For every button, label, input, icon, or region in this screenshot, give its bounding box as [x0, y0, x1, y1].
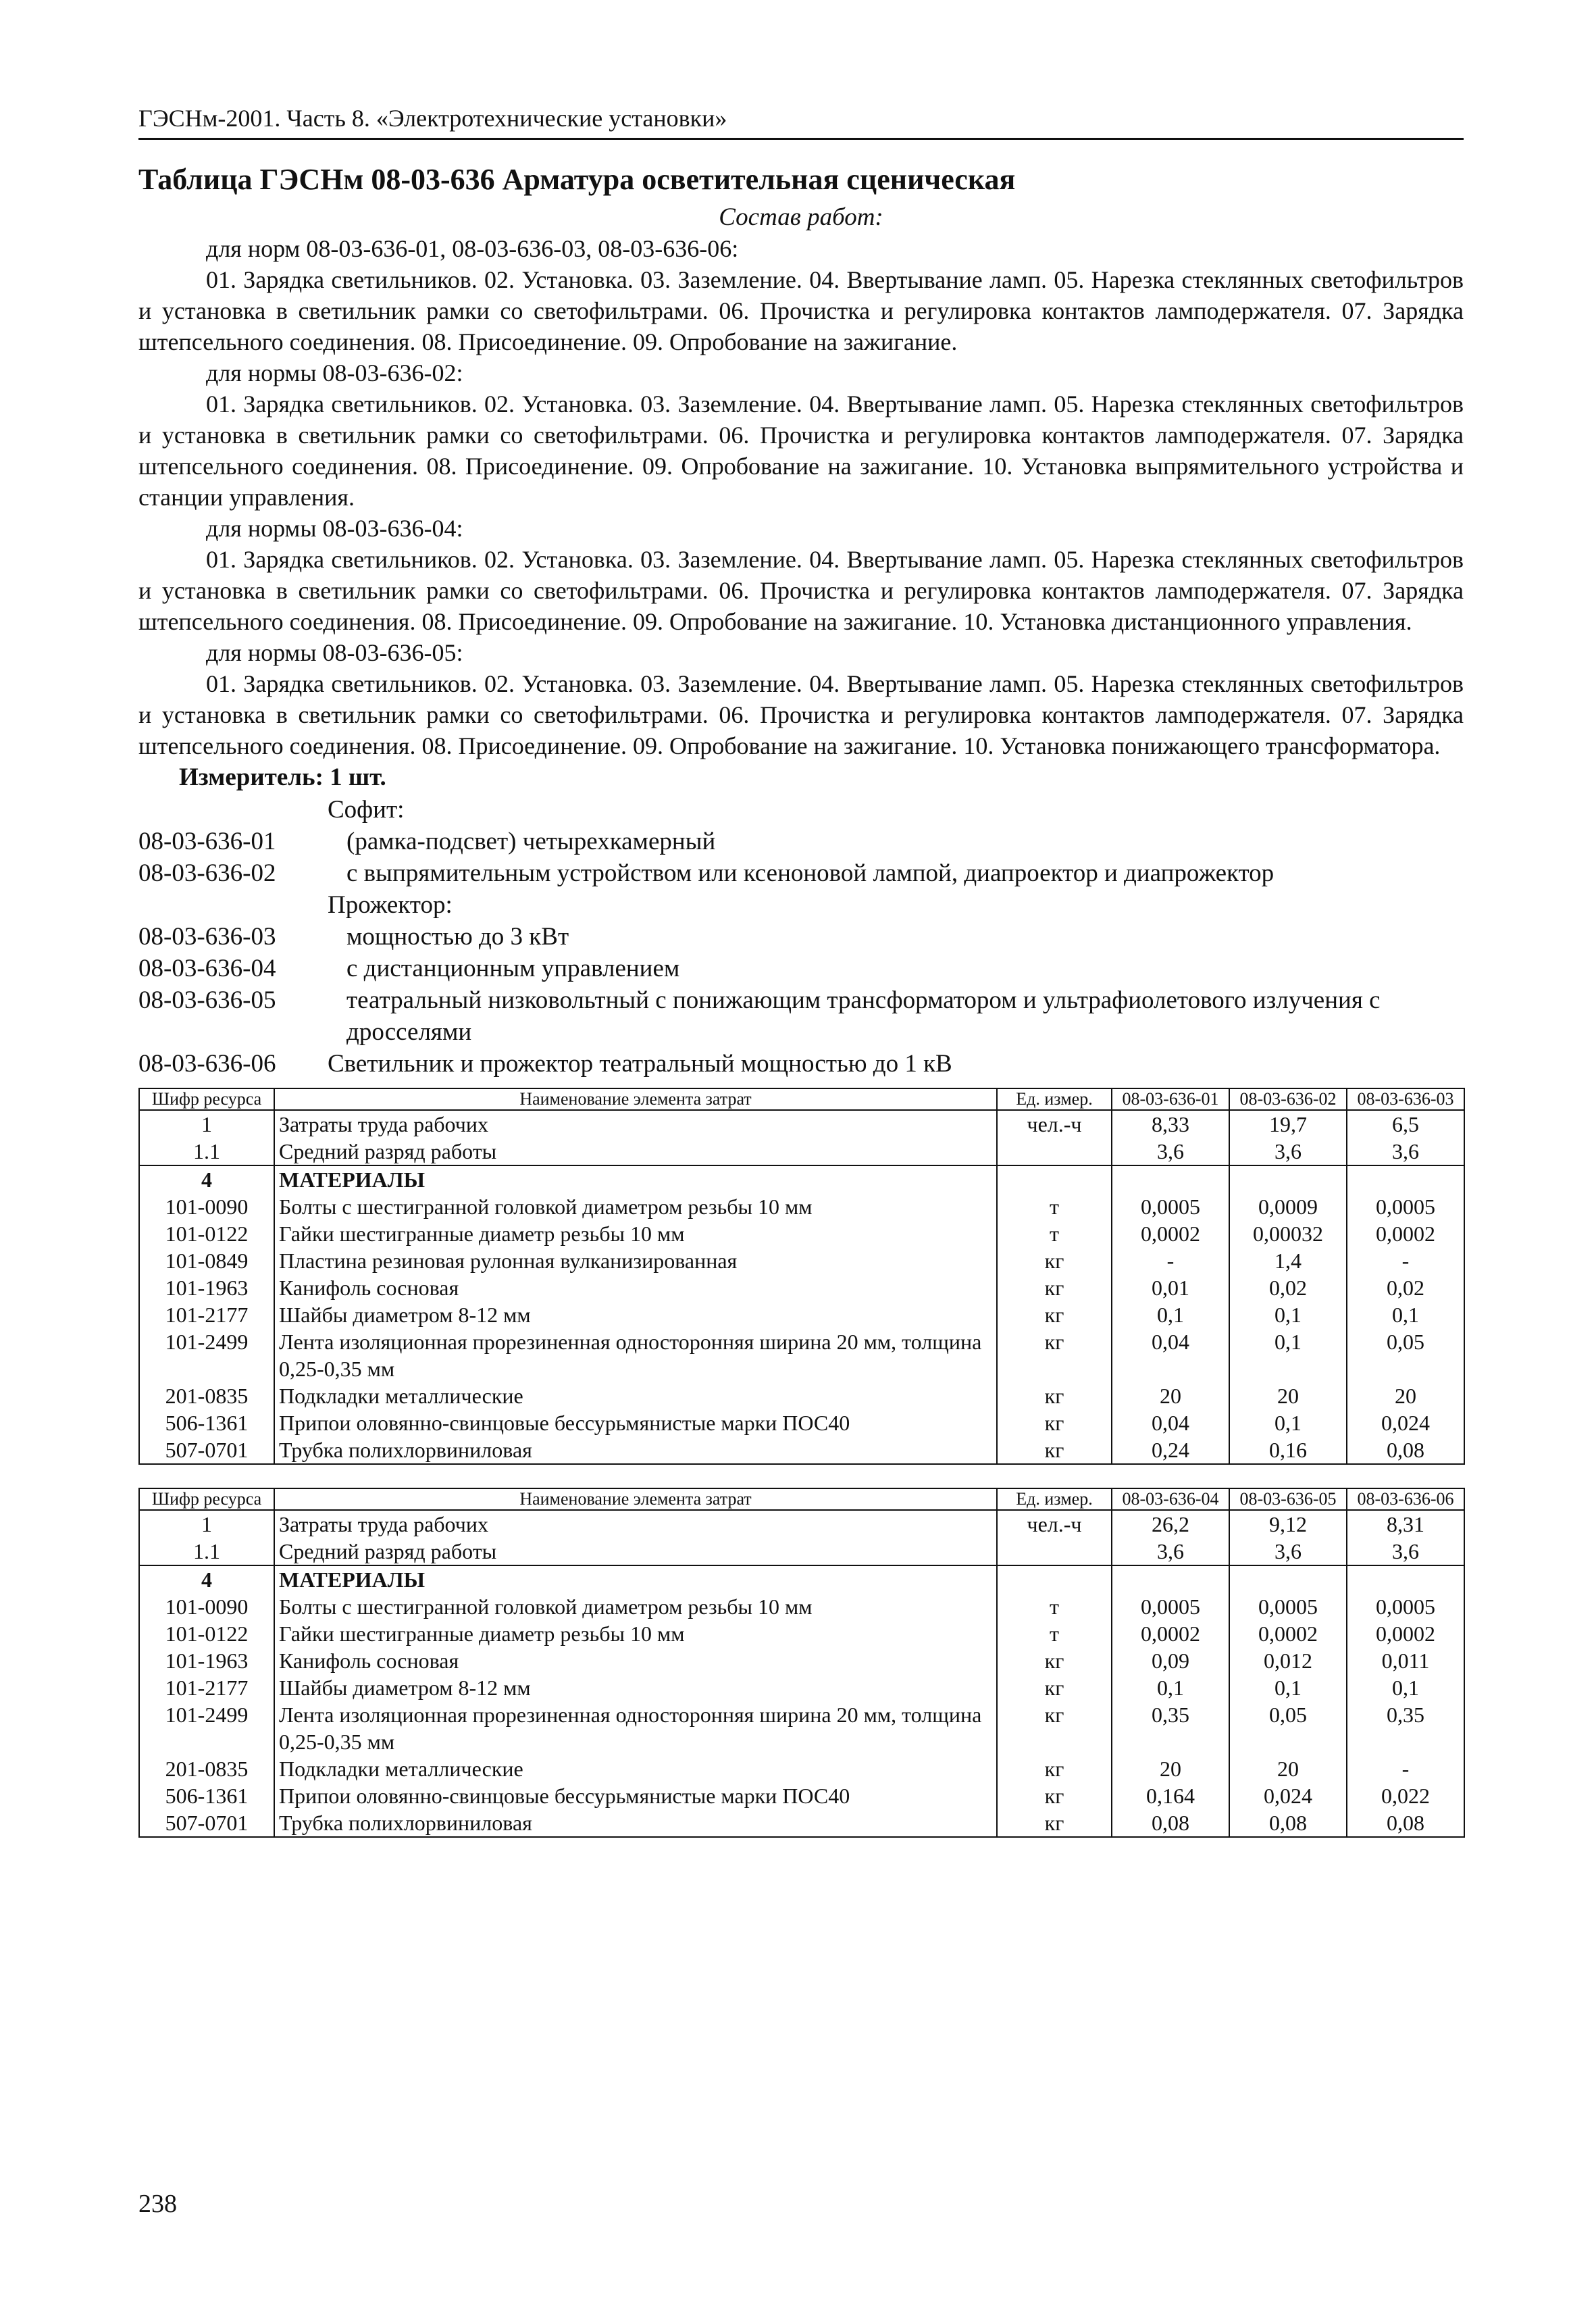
norm-code: 08-03-636-02 [138, 859, 276, 887]
work-group-text: 01. Зарядка светильников. 02. Установка. 03. Заземление. 04. Ввертывание ламп. 05. Нарезка стеклянных светофильтров и установка в светильник рамки со светофильтрами. 06. Прочистка и регулировка контактов ламподержателя. 07. Зарядка штепсельного соединения. 08. Присоединение. 09. Опробование на зажигание. 10. Установка дистанционного управления. [138, 546, 1464, 635]
resource-code-cell: 101-2177 [139, 1301, 274, 1328]
resource-code-cell: 507-0701 [139, 1436, 274, 1464]
header-norm-column: 08-03-636-04 [1112, 1488, 1229, 1510]
header-norm-column: 08-03-636-06 [1347, 1488, 1464, 1510]
norm-value-cell: 0,08 [1229, 1809, 1347, 1837]
unit-cell [997, 1538, 1112, 1565]
norm-value-cell: 3,6 [1229, 1138, 1347, 1165]
cost-element-cell: Затраты труда рабочих [274, 1510, 997, 1538]
cost-element-cell: Трубка полихлорвиниловая [274, 1436, 997, 1464]
measure-unit: Измеритель: 1 шт. [179, 763, 386, 791]
norm-description: с дистанционным управлением [346, 955, 680, 982]
table-title: Таблица ГЭСНм 08-03-636 Арматура осветительная сценическая [138, 163, 1016, 196]
norm-value-cell [1347, 1165, 1464, 1193]
page-number: 238 [138, 2190, 177, 2218]
unit-cell: т [997, 1220, 1112, 1247]
cost-element-cell: Шайбы диаметром 8-12 мм [274, 1674, 997, 1701]
table-row [139, 1436, 1464, 1464]
norm-value-cell: 0,011 [1347, 1647, 1464, 1674]
resource-code-cell: 1.1 [139, 1138, 274, 1165]
norm-value-cell: 0,24 [1112, 1436, 1229, 1464]
norm-code: 08-03-636-01 [138, 828, 276, 855]
norm-value-cell: 0,1 [1229, 1328, 1347, 1382]
norm-value-cell [1112, 1565, 1229, 1593]
norm-value-cell: 0,0002 [1347, 1620, 1464, 1647]
norm-description: с выпрямительным устройством или ксеноновой лампой, диапроектор и диапрожектор [346, 859, 1275, 887]
resource-code-cell: 1.1 [139, 1538, 274, 1565]
resource-code-cell: 1 [139, 1110, 274, 1138]
work-group-intro: для нормы 08-03-636-02: [206, 359, 463, 386]
unit-cell: кг [997, 1274, 1112, 1301]
cost-element-cell: Подкладки металлические [274, 1755, 997, 1782]
work-group-text: 01. Зарядка светильников. 02. Установка. 03. Заземление. 04. Ввертывание ламп. 05. Нарезка стеклянных светофильтров и установка в светильник рамки со светофильтрами. 06. Прочистка и регулировка контактов ламподержателя. 07. Зарядка штепсельного соединения. 08. Присоединение. 09. Опробование на зажигание. 10. Установка понижающего трансформатора. [138, 670, 1464, 759]
code-group-label: Прожектор: [328, 891, 453, 919]
norm-description: мощностью до 3 кВт [346, 923, 569, 951]
unit-cell: т [997, 1593, 1112, 1620]
norm-value-cell: - [1347, 1755, 1464, 1782]
unit-cell: кг [997, 1328, 1112, 1382]
table-row [139, 1647, 1464, 1674]
norm-value-cell [1112, 1165, 1229, 1193]
header-norm-column: 08-03-636-03 [1347, 1088, 1464, 1110]
unit-cell: кг [997, 1409, 1112, 1436]
norm-code: 08-03-636-03 [138, 923, 276, 951]
norm-value-cell: 0,08 [1347, 1436, 1464, 1464]
resource-code-cell: 101-0122 [139, 1620, 274, 1647]
resource-code-cell: 507-0701 [139, 1809, 274, 1837]
resource-code-cell: 101-1963 [139, 1647, 274, 1674]
header-resource-code: Шифр ресурса [139, 1088, 274, 1110]
cost-element-cell: Средний разряд работы [274, 1538, 997, 1565]
cost-element-cell: Канифоль сосновая [274, 1647, 997, 1674]
table-row [139, 1110, 1464, 1138]
unit-cell: кг [997, 1809, 1112, 1837]
norm-value-cell: 0,04 [1112, 1409, 1229, 1436]
table-row [139, 1301, 1464, 1328]
table-row [139, 1565, 1464, 1593]
table-row [139, 1620, 1464, 1647]
norm-value-cell: 0,012 [1229, 1647, 1347, 1674]
norm-value-cell: 20 [1229, 1755, 1347, 1782]
code-row [138, 921, 1464, 953]
norm-value-cell: 9,12 [1229, 1510, 1347, 1538]
norm-value-cell: 0,0005 [1229, 1593, 1347, 1620]
cost-element-cell: МАТЕРИАЛЫ [274, 1565, 997, 1593]
norm-value-cell: 19,7 [1229, 1110, 1347, 1138]
table-row [139, 1328, 1464, 1382]
header-unit: Ед. измер. [997, 1488, 1112, 1510]
resource-code-cell: 101-2177 [139, 1674, 274, 1701]
unit-cell: кг [997, 1782, 1112, 1809]
norm-value-cell: 20 [1112, 1382, 1229, 1409]
norm-codes-list [138, 794, 1464, 1080]
unit-cell: чел.-ч [997, 1510, 1112, 1538]
unit-cell: кг [997, 1701, 1112, 1755]
code-row [138, 984, 1464, 1048]
norm-value-cell [1229, 1165, 1347, 1193]
norm-value-cell: 0,04 [1112, 1328, 1229, 1382]
table-row [139, 1220, 1464, 1247]
cost-element-cell: Пластина резиновая рулонная вулканизированная [274, 1247, 997, 1274]
norm-value-cell: 0,16 [1229, 1436, 1347, 1464]
header-resource-code: Шифр ресурса [139, 1488, 274, 1510]
norm-value-cell: 0,05 [1229, 1701, 1347, 1755]
unit-cell [997, 1165, 1112, 1193]
norm-value-cell: 0,35 [1112, 1701, 1229, 1755]
unit-cell [997, 1138, 1112, 1165]
norm-value-cell: 8,31 [1347, 1510, 1464, 1538]
resource-code-cell: 201-0835 [139, 1382, 274, 1409]
cost-element-cell: Гайки шестигранные диаметр резьбы 10 мм [274, 1220, 997, 1247]
norm-value-cell: 0,0005 [1112, 1193, 1229, 1220]
unit-cell: кг [997, 1755, 1112, 1782]
code-row [138, 857, 1464, 889]
norm-code: 08-03-636-04 [138, 955, 276, 982]
norm-value-cell: 0,0002 [1112, 1620, 1229, 1647]
norm-value-cell: 6,5 [1347, 1110, 1464, 1138]
cost-table-2 [138, 1488, 1465, 1838]
table-row [139, 1701, 1464, 1755]
code-row [138, 1048, 1464, 1080]
table-row [139, 1138, 1464, 1165]
running-header: ГЭСНм-2001. Часть 8. «Электротехнические установки» [138, 101, 1464, 140]
resource-code-cell: 101-1963 [139, 1274, 274, 1301]
norm-value-cell: 0,02 [1347, 1274, 1464, 1301]
table-row [139, 1409, 1464, 1436]
code-row [138, 826, 1464, 857]
unit-cell: кг [997, 1382, 1112, 1409]
resource-code-cell: 101-0122 [139, 1220, 274, 1247]
norm-value-cell: 0,00032 [1229, 1220, 1347, 1247]
table-row [139, 1674, 1464, 1701]
norm-value-cell: 0,02 [1229, 1274, 1347, 1301]
norm-value-cell: 0,1 [1229, 1409, 1347, 1436]
norm-value-cell: 0,0005 [1112, 1593, 1229, 1620]
norm-value-cell: 3,6 [1112, 1138, 1229, 1165]
norm-code: 08-03-636-06 [138, 1050, 276, 1078]
norm-value-cell: 20 [1112, 1755, 1229, 1782]
norm-value-cell: 3,6 [1229, 1538, 1347, 1565]
table-row [139, 1593, 1464, 1620]
header-norm-column: 08-03-636-02 [1229, 1088, 1347, 1110]
cost-element-cell: Болты с шестигранной головкой диаметром резьбы 10 мм [274, 1593, 997, 1620]
unit-cell: кг [997, 1647, 1112, 1674]
table-row [139, 1247, 1464, 1274]
norm-value-cell: 0,0002 [1229, 1620, 1347, 1647]
code-group-row [138, 889, 1464, 921]
cost-element-cell: Припои оловянно-свинцовые бессурьмянистые марки ПОС40 [274, 1782, 997, 1809]
resource-code-cell: 4 [139, 1165, 274, 1193]
resource-code-cell: 101-2499 [139, 1701, 274, 1755]
norm-value-cell: - [1347, 1247, 1464, 1274]
table-row [139, 1165, 1464, 1193]
norm-value-cell: 0,1 [1229, 1674, 1347, 1701]
code-row [138, 953, 1464, 984]
norm-value-cell: 20 [1229, 1382, 1347, 1409]
norm-value-cell: 20 [1347, 1382, 1464, 1409]
norm-description: Светильник и прожектор театральный мощностью до 1 кВ [328, 1050, 952, 1078]
header-norm-column: 08-03-636-05 [1229, 1488, 1347, 1510]
cost-element-cell: Шайбы диаметром 8-12 мм [274, 1301, 997, 1328]
table-row [139, 1538, 1464, 1565]
unit-cell: т [997, 1620, 1112, 1647]
table-row [139, 1809, 1464, 1837]
work-group-intro: для норм 08-03-636-01, 08-03-636-03, 08-03-636-06: [206, 235, 739, 262]
work-group-intro: для нормы 08-03-636-05: [206, 639, 463, 666]
norm-value-cell: - [1112, 1247, 1229, 1274]
norm-value-cell: 8,33 [1112, 1110, 1229, 1138]
norm-value-cell: 0,0005 [1347, 1193, 1464, 1220]
norm-value-cell: 0,35 [1347, 1701, 1464, 1755]
resource-code-cell: 101-0849 [139, 1247, 274, 1274]
page [138, 101, 1464, 1838]
cost-element-cell: МАТЕРИАЛЫ [274, 1165, 997, 1193]
work-group-intro: для нормы 08-03-636-04: [206, 515, 463, 542]
cost-element-cell: Трубка полихлорвиниловая [274, 1809, 997, 1837]
resource-code-cell: 506-1361 [139, 1782, 274, 1809]
resource-code-cell: 101-2499 [139, 1328, 274, 1382]
cost-element-cell: Припои оловянно-свинцовые бессурьмянистые марки ПОС40 [274, 1409, 997, 1436]
resource-code-cell: 1 [139, 1510, 274, 1538]
norm-value-cell: 0,0009 [1229, 1193, 1347, 1220]
table-row [139, 1510, 1464, 1538]
norm-value-cell: 0,08 [1347, 1809, 1464, 1837]
unit-cell: т [997, 1193, 1112, 1220]
cost-element-cell: Затраты труда рабочих [274, 1110, 997, 1138]
norm-value-cell: 0,022 [1347, 1782, 1464, 1809]
norm-value-cell: 0,024 [1347, 1409, 1464, 1436]
norm-value-cell: 0,1 [1112, 1674, 1229, 1701]
norm-value-cell: 0,0005 [1347, 1593, 1464, 1620]
table-row [139, 1782, 1464, 1809]
norm-value-cell: 1,4 [1229, 1247, 1347, 1274]
work-composition [138, 233, 1464, 761]
header-unit: Ед. измер. [997, 1088, 1112, 1110]
cost-element-cell: Канифоль сосновая [274, 1274, 997, 1301]
header-norm-column: 08-03-636-01 [1112, 1088, 1229, 1110]
norm-code: 08-03-636-05 [138, 986, 276, 1014]
unit-cell: кг [997, 1674, 1112, 1701]
cost-element-cell: Гайки шестигранные диаметр резьбы 10 мм [274, 1620, 997, 1647]
resource-code-cell: 101-0090 [139, 1193, 274, 1220]
norm-value-cell: 0,1 [1229, 1301, 1347, 1328]
header-cost-element: Наименование элемента затрат [274, 1488, 997, 1510]
norm-value-cell: 0,1 [1112, 1301, 1229, 1328]
code-group-label: Софит: [328, 796, 405, 824]
norm-value-cell: 3,6 [1347, 1538, 1464, 1565]
cost-element-cell: Болты с шестигранной головкой диаметром резьбы 10 мм [274, 1193, 997, 1220]
resource-code-cell: 4 [139, 1565, 274, 1593]
table-row [139, 1755, 1464, 1782]
work-group-text: 01. Зарядка светильников. 02. Установка. 03. Заземление. 04. Ввертывание ламп. 05. Нарезка стеклянных светофильтров и установка в светильник рамки со светофильтрами. 06. Прочистка и регулировка контактов ламподержателя. 07. Зарядка штепсельного соединения. 08. Присоединение. 09. Опробование на зажигание. 10. Установка выпрямительного устройства и станции управления. [138, 391, 1464, 511]
unit-cell [997, 1565, 1112, 1593]
norm-value-cell: 0,08 [1112, 1809, 1229, 1837]
table-row [139, 1382, 1464, 1409]
cost-table-1 [138, 1088, 1465, 1465]
header-cost-element: Наименование элемента затрат [274, 1088, 997, 1110]
norm-description: (рамка-подсвет) четырехкамерный [346, 828, 716, 855]
cost-element-cell: Лента изоляционная прорезиненная односторонняя ширина 20 мм, толщина 0,25-0,35 мм [274, 1328, 997, 1382]
norm-value-cell: 0,05 [1347, 1328, 1464, 1382]
resource-code-cell: 101-0090 [139, 1593, 274, 1620]
cost-element-cell: Лента изоляционная прорезиненная односторонняя ширина 20 мм, толщина 0,25-0,35 мм [274, 1701, 997, 1755]
norm-value-cell: 0,0002 [1112, 1220, 1229, 1247]
norm-value-cell: 3,6 [1112, 1538, 1229, 1565]
unit-cell: кг [997, 1301, 1112, 1328]
norm-value-cell: 0,09 [1112, 1647, 1229, 1674]
work-group-text: 01. Зарядка светильников. 02. Установка. 03. Заземление. 04. Ввертывание ламп. 05. Нарезка стеклянных светофильтров и установка в светильник рамки со светофильтрами. 06. Прочистка и регулировка контактов ламподержателя. 07. Зарядка штепсельного соединения. 08. Присоединение. 09. Опробование на зажигание. [138, 266, 1464, 355]
work-composition-heading: Состав работ: [719, 203, 883, 231]
norm-value-cell: 0,024 [1229, 1782, 1347, 1809]
norm-description: театральный низковольтный с понижающим трансформатором и ультрафиолетового излучения с дросселями [346, 986, 1381, 1046]
norm-value-cell [1229, 1565, 1347, 1593]
norm-value-cell: 0,1 [1347, 1301, 1464, 1328]
norm-value-cell [1347, 1565, 1464, 1593]
norm-value-cell: 0,1 [1347, 1674, 1464, 1701]
norm-value-cell: 0,164 [1112, 1782, 1229, 1809]
norm-value-cell: 0,01 [1112, 1274, 1229, 1301]
resource-code-cell: 506-1361 [139, 1409, 274, 1436]
unit-cell: кг [997, 1436, 1112, 1464]
table-row [139, 1274, 1464, 1301]
code-group-row [138, 794, 1464, 826]
norm-value-cell: 0,0002 [1347, 1220, 1464, 1247]
cost-element-cell: Средний разряд работы [274, 1138, 997, 1165]
norm-value-cell: 3,6 [1347, 1138, 1464, 1165]
norm-value-cell: 26,2 [1112, 1510, 1229, 1538]
unit-cell: чел.-ч [997, 1110, 1112, 1138]
cost-element-cell: Подкладки металлические [274, 1382, 997, 1409]
unit-cell: кг [997, 1247, 1112, 1274]
resource-code-cell: 201-0835 [139, 1755, 274, 1782]
table-row [139, 1193, 1464, 1220]
